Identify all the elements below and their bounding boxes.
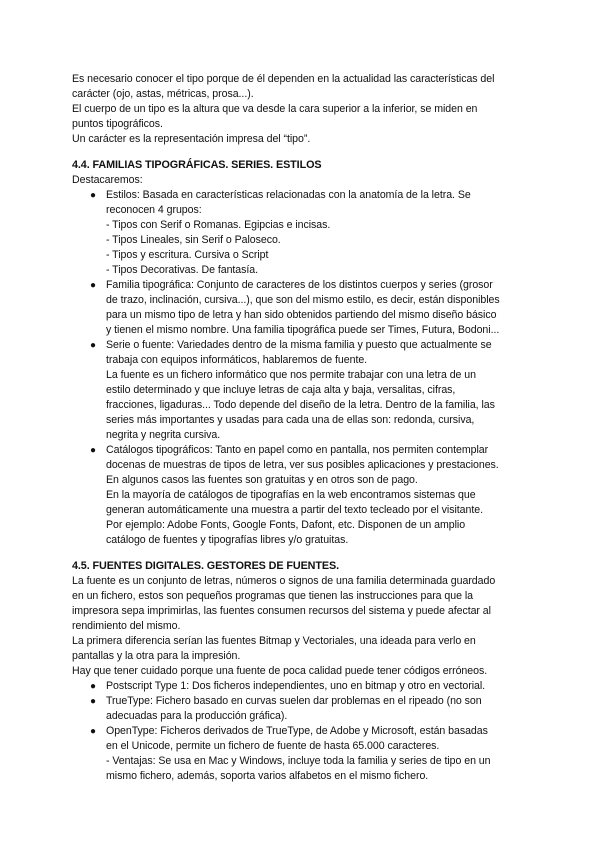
text-line: carácter (ojo, astas, métricas, prosa...).	[72, 88, 254, 100]
list-item	[72, 338, 532, 443]
section-heading: 4.4. FAMILIAS TIPOGRÁFICAS. SERIES. ESTILOS	[72, 159, 322, 171]
document-page	[72, 72, 532, 784]
text-line: en un fichero, estos son pequeños programas que tienen las instrucciones para que la	[72, 590, 473, 602]
text-line: OpenType: Ficheros derivados de TrueType, de Adobe y Microsoft, están basadas	[106, 725, 488, 737]
section-heading: 4.5. FUENTES DIGITALES. GESTORES DE FUENTES.	[72, 560, 339, 572]
text-line: estilo determinado y que incluye letras de caja alta y baja, versalitas, cifras,	[106, 384, 456, 396]
text-line: fracciones, ligaduras... Todo depende del diseño de la letra. Dentro de la familia, las	[106, 399, 495, 411]
text-line: negrita y negrita cursiva.	[106, 429, 221, 441]
text-line: Postscript Type 1: Dos ficheros independientes, uno en bitmap y otro en vectorial.	[106, 680, 486, 692]
text-line: Hay que tener cuidado porque una fuente de poca calidad puede tener códigos erróneos.	[72, 665, 488, 677]
text-line: rendimiento del mismo.	[72, 620, 181, 632]
text-line: La fuente es un conjunto de letras, números o signos de una familia determinada guardado	[72, 575, 496, 587]
text-line: Por ejemplo: Adobe Fonts, Google Fonts, Dafont, etc. Disponen de un amplio	[106, 519, 466, 531]
text-line: y tienen el mismo nombre. Una familia tipográfica puede ser Times, Futura, Bodoni...	[106, 324, 500, 336]
text-line: La fuente es un fichero informático que nos permite trabajar con una letra de un	[106, 369, 476, 381]
text-line: - Tipos Decorativas. De fantasía.	[106, 264, 259, 276]
bullet-icon: ●	[90, 696, 96, 707]
text-line: docenas de muestras de tipos de letra, ver sus posibles aplicaciones y prestaciones.	[106, 459, 499, 471]
text-line: puntos tipográficos.	[72, 118, 163, 130]
text-line: - Tipos y escritura. Cursiva o Script	[106, 249, 269, 261]
text-line: La primera diferencia serían las fuentes Bitmap y Vectoriales, una ideada para verlo en	[72, 635, 476, 647]
bullet-icon: ●	[90, 190, 96, 201]
section-4-5	[72, 559, 532, 784]
list-item	[72, 278, 532, 338]
text-line: Estilos: Basada en características relacionadas con la anatomía de la letra. Se	[106, 189, 471, 201]
text-line: en el Unicode, permite un fichero de fuente de hasta 65.000 caracteres.	[106, 740, 440, 752]
text-line: reconocen 4 grupos:	[106, 204, 202, 216]
bullet-icon: ●	[90, 445, 96, 456]
text-line: para un mismo tipo de letra y han sido obtenidos partiendo del mismo diseño básico	[106, 309, 497, 321]
bullet-icon: ●	[90, 681, 96, 692]
text-line: - Tipos Lineales, sin Serif o Paloseco.	[106, 234, 281, 246]
list-item	[72, 679, 532, 694]
text-line: El cuerpo de un tipo es la altura que va desde la cara superior a la inferior, se miden en	[72, 103, 478, 115]
text-line: generan automáticamente una muestra a partir del texto tecleado por el visitante.	[106, 504, 483, 516]
list-item	[72, 694, 532, 724]
text-line: Es necesario conocer el tipo porque de él dependen en la actualidad las características del	[72, 73, 495, 85]
text-line: Serie o fuente: Variedades dentro de la misma familia y puesto que actualmente se	[106, 339, 492, 351]
bullet-icon: ●	[90, 340, 96, 351]
text-line: adecuadas para la producción gráfica).	[106, 710, 288, 722]
list-item	[72, 188, 532, 278]
text-line: catálogo de fuentes y tipografías libres y/o gratuitas.	[106, 534, 349, 546]
text-line: Catálogos tipográficos: Tanto en papel como en pantalla, nos permiten contemplar	[106, 444, 489, 456]
text-line: de trazo, inclinación, cursiva...), que son del mismo estilo, es decir, están disponibles	[106, 294, 500, 306]
text-line: - Tipos con Serif o Romanas. Egipcias e incisas.	[106, 219, 331, 231]
text-line: TrueType: Fichero basado en curvas suelen dar problemas en el ripeado (no son	[106, 695, 482, 707]
bullet-icon: ●	[90, 280, 96, 291]
text-line: Familia tipográfica: Conjunto de caracteres de los distintos cuerpos y series (grosor	[106, 279, 493, 291]
section-lead: Destacaremos:	[72, 174, 143, 186]
bullet-icon: ●	[90, 726, 96, 737]
text-line: series más importantes y usadas para cada una de ellas son: redonda, cursiva,	[106, 414, 475, 426]
intro-paragraph	[72, 72, 532, 147]
text-line: trabaja con equipos informáticos, hablaremos de fuente.	[106, 354, 368, 366]
text-line: pantallas y la otra para la impresión.	[72, 650, 241, 662]
list-item	[72, 443, 532, 548]
text-line: En algunos casos las fuentes son gratuitas y en otros son de pago.	[106, 474, 418, 486]
text-line: mismo fichero, además, soporta varios alfabetos en el mismo fichero.	[106, 770, 429, 782]
section-4-4	[72, 158, 532, 548]
text-line: En la mayoría de catálogos de tipografías en la web encontramos sistemas que	[106, 489, 476, 501]
list-item	[72, 724, 532, 784]
text-line: impresora sepa imprimirlas, las fuentes consumen recursos del sistema y puede afectar al	[72, 605, 491, 617]
text-line: Un carácter es la representación impresa del “tipo”.	[72, 133, 311, 145]
text-line: - Ventajas: Se usa en Mac y Windows, incluye toda la familia y series de tipo en un	[106, 755, 491, 767]
